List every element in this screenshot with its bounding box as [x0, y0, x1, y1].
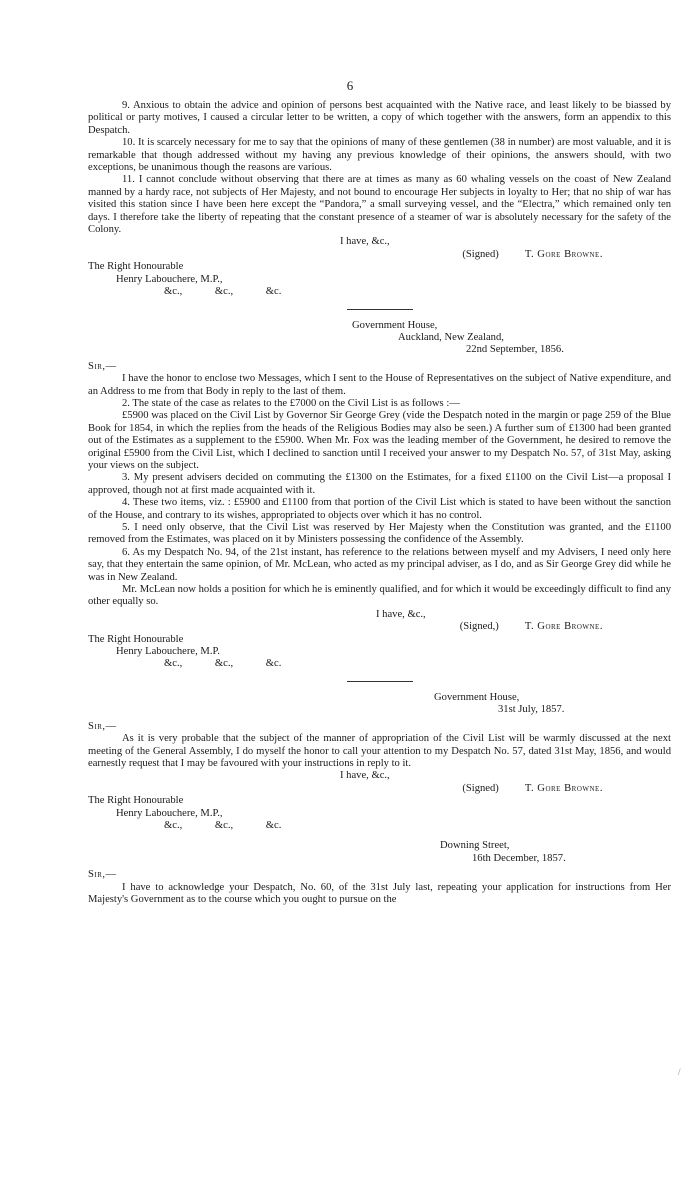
addressee-line: &c., &c., &c.	[164, 286, 282, 298]
closing-phrase: I have, &c.,	[340, 236, 390, 248]
addressee-line: &c., &c., &c.	[164, 658, 282, 670]
paragraph: £5900 was placed on the Civil List by Governor Sir George Grey (vide the Despatch noted in the margin or page 259 of the Blue Book for 1854, in which the replies from the heads of the Religious Bodies may also be seen.) A further sum of £1300 had been granted out of the Estimates as a supplement to the £5900. When Mr. Fox was the leading member of the Government, he desired to remove the original £5900 from the Civil List, which I declined to sanction until I received your answer to my Despatch No. 57, of 31st May, asking your views on the subject.	[88, 410, 671, 471]
addressee-line: &c., &c., &c.	[164, 819, 282, 831]
signer-name: T. Gore Browne.	[524, 248, 603, 260]
despatch-continuation	[88, 100, 671, 299]
paragraph: 10. It is scarcely necessary for me to say that the opinions of many of these gentlemen (38 in number) are most valuable, and it is remarkable that though addressed without my having any previous knowledge of their opinions, the answers should, with two exceptions, be unanimous though the reasons are various.	[88, 137, 671, 174]
addressee-block	[88, 261, 671, 298]
signer-name: T. Gore Browne.	[524, 621, 603, 633]
document-body	[88, 100, 671, 906]
place-line: Government House,	[352, 319, 438, 331]
letter-heading	[88, 840, 671, 865]
page-number: 6	[346, 78, 354, 93]
place-line: Auckland, New Zealand,	[398, 331, 504, 343]
letter-heading	[88, 320, 671, 357]
signature-block	[88, 609, 671, 634]
closing-phrase: I have, &c.,	[340, 770, 390, 782]
section-divider	[347, 309, 413, 310]
letter-heading	[88, 692, 671, 717]
date-line: 16th December, 1857.	[472, 852, 566, 864]
margin-mark: /	[678, 1067, 681, 1077]
despatch-letter	[88, 840, 671, 906]
paragraph: 3. My present advisers decided on commuting the £1300 on the Estimates, for a fixed £1100 on the Civil List—a proposal I approved, though not at first made acquainted with it.	[88, 472, 671, 496]
salutation: Sir,—	[88, 720, 117, 732]
paragraph: Mr. McLean now holds a position for which he is eminently qualified, and for which it would be exceedingly difficult to find any other equally so.	[88, 584, 671, 608]
paragraph: 5. I need only observe, that the Civil List was reserved by Her Majesty when the Constitution was granted, and the £1100 removed from the Estimates, was placed on it by Ministers possessing the confidence of the Assembly.	[88, 522, 671, 546]
addressee-line: The Right Honourable	[88, 633, 184, 645]
section-divider	[347, 681, 413, 682]
paragraph: 6. As my Despatch No. 94, of the 21st instant, has reference to the relations between myself and my Advisers, I need only here say, that they entertain the same opinion, of Mr. McLean, who acted as my principal adviser, as I do, and as Sir George Grey did while he was in New Zealand.	[88, 546, 671, 583]
signature-block	[88, 236, 671, 261]
salutation: Sir,—	[88, 869, 117, 881]
signed-label: (Signed,)	[459, 621, 499, 633]
signed-label: (Signed)	[462, 782, 499, 794]
addressee-block	[88, 795, 671, 832]
despatch-letter	[88, 692, 671, 832]
despatch-letter	[88, 320, 671, 671]
date-line: 31st July, 1857.	[498, 704, 565, 716]
salutation: Sir,—	[88, 360, 117, 372]
paragraph: I have to acknowledge your Despatch, No. 60, of the 31st July last, repeating your application for instructions from Her Majesty's Government as to the course which you ought to pursue on the	[88, 881, 671, 905]
paragraph: I have the honor to enclose two Messages, which I sent to the House of Representatives on the subject of Native expenditure, and an Address to me from that Body in reply to the last of them.	[88, 373, 671, 397]
paragraph: 9. Anxious to obtain the advice and opinion of persons best acquainted with the Native race, and least likely to be biassed by political or party motives, I caused a circular letter to be written, a copy of which together with the answers, form an appendix to this Despatch.	[88, 100, 671, 136]
signer-name: T. Gore Browne.	[524, 782, 603, 794]
addressee-block	[88, 634, 671, 671]
addressee-line: The Right Honourable	[88, 795, 184, 807]
closing-phrase: I have, &c.,	[376, 608, 426, 620]
date-line: 22nd September, 1856.	[466, 344, 564, 356]
addressee-line: The Right Honourable	[88, 261, 184, 273]
place-line: Downing Street,	[440, 840, 510, 852]
addressee-line: Henry Labouchere, M.P.	[116, 646, 220, 658]
paragraph: 11. I cannot conclude without observing that there are at times as many as 60 whaling vessels on the coast of New Zealand manned by a hardy race, not subjects of Her Majesty, and not bound to encourage Her subjects in loyalty to Her; that no ship of war has visited this station since I have been here except the “Pandora,” a small surveying vessel, and the “Electra,” which remained only ten days. I therefore take the liberty of repeating that the constant presence of a steamer of war is absolutely necessary for the safety of the Colony.	[88, 174, 671, 236]
paragraph: 2. The state of the case as relates to the £7000 on the Civil List is as follows :—	[122, 397, 460, 409]
paragraph: As it is very probable that the subject of the manner of appropriation of the Civil List will be warmly discussed at the next meeting of the General Assembly, I do myself the honor to call your attention to my Despatch No. 57, dated 31st May, 1856, and would earnestly request that I may be favoured with your instructions in reply to it.	[88, 733, 671, 769]
signature-block	[88, 770, 671, 795]
paragraph: 4. These two items, viz. : £5900 and £1100 from that portion of the Civil List which is stated to have been without the sanction of the House, and contrary to its wishes, appropriated to objects over which it has no control.	[88, 497, 671, 521]
place-line: Government House,	[434, 691, 520, 703]
signed-label: (Signed)	[462, 248, 499, 260]
addressee-line: Henry Labouchere, M.P.,	[116, 273, 223, 285]
addressee-line: Henry Labouchere, M.P.,	[116, 807, 223, 819]
